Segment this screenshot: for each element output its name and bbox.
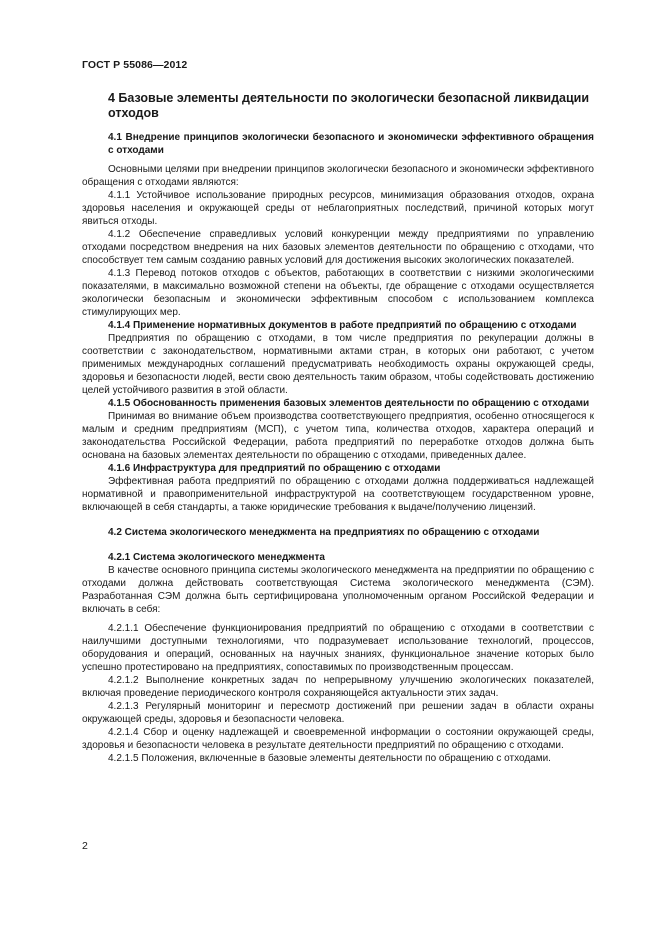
paragraph-4-2-1: В качестве основного принципа системы экологического менеджмента на предприятии по обращению с отходами должна действовать соответствующая Система экологического менеджмента (СЭМ). Разработанная СЭМ должна быть сертифицирована уполномоченным органом Российской Федерации и включать в себя: bbox=[82, 565, 594, 615]
clause-4-1-4-title: 4.1.4 Применение нормативных документов в работе предприятий по обращению с отходами bbox=[108, 320, 577, 331]
paragraph-4-1-5: Принимая во внимание объем производства соответствующего предприятия, особенно относящегося к малым и средним предприятиям (МСП), с учетом типа, количества отходов, характера операций и законодательства Российской Федерации, работа предприятий по переработке отходов должна быть основана на базовых элементах деятельности по обращению с отходами, приведенных далее. bbox=[82, 411, 594, 461]
paragraph-4-1-3: 4.1.3 Перевод потоков отходов с объектов, работающих в соответствии с низкими экологическими показателями, в максимально возможной степени на объекты, где обращение с отходами осуществляется экологически безопасным и экономически эффективным способом с использованием комплекса стимулирующих мер. bbox=[82, 268, 594, 318]
paragraph-4-1-4: Предприятия по обращению с отходами, в том числе предприятия по рекуперации должны в соответствии с законодательством, нормативными актами стран, в которых они работают, с учетом применимых международных соглашений предусматривать необходимость охраны окружающей среды, здоровья и безопасности людей, вести свою деятельность таким образом, чтобы содействовать достижению целей устойчивого развития в этой области. bbox=[82, 333, 594, 396]
clause-4-1-5-title: 4.1.5 Обоснованность применения базовых элементов деятельности по обращению с отходами bbox=[108, 398, 590, 409]
subsection-4-2-title: 4.2 Система экологического менеджмента на предприятиях по обращению с отходами bbox=[108, 527, 540, 538]
section-4-title: 4 Базовые элементы деятельности по экологически безопасной ликвидации отходов bbox=[108, 91, 590, 120]
paragraph-4-1-6: Эффективная работа предприятий по обращению с отходами должна поддерживаться надлежащей нормативной и правоприменительной инфраструктурой на соответствующем государственном уровне, включающей в себя стандарты, а также юридические требования к выдаче/получению лицензий. bbox=[82, 476, 594, 513]
paragraph-4-1-2: 4.1.2 Обеспечение справедливых условий конкуренции между предприятиями по управлению отходами посредством внедрения на них базовых элементов деятельности по обращению с отходами, что способствует тем самым созданию равных условий для достижения высоких экологических показателей. bbox=[82, 229, 594, 266]
paragraph-4-1-1: 4.1.1 Устойчивое использование природных ресурсов, минимизация образования отходов, охрана здоровья населения и окружающей среды от неблагоприятных последствий, причиной которых могут явиться отходы. bbox=[82, 190, 594, 227]
document-body bbox=[82, 91, 594, 765]
paragraph-4-2-1-5: 4.2.1.5 Положения, включенные в базовые элементы деятельности по обращению с отходами. bbox=[108, 753, 551, 764]
standard-id: ГОСТ Р 55086—2012 bbox=[82, 59, 188, 71]
paragraph-4-2-1-4: 4.2.1.4 Сбор и оценку надлежащей и своевременной информации о состоянии окружающей среды, здоровья и безопасности человека в результате деятельности предприятий по обращению с отходами. bbox=[82, 727, 594, 751]
paragraph-4-2-1-1: 4.2.1.1 Обеспечение функционирования предприятий по обращению с отходами в соответствии с наилучшими доступными технологиями, что подразумевает использование технологий, процессов, оборудования и операций, основанных на научных знаниях, функциональное значение которых было успешно протестировано на предприятиях, сопоставимых по производственным процессам. bbox=[82, 623, 594, 673]
clause-4-2-1-title: 4.2.1 Система экологического менеджмента bbox=[108, 552, 325, 563]
page-number: 2 bbox=[82, 840, 88, 852]
paragraph-4-2-1-2: 4.2.1.2 Выполнение конкретных задач по непрерывному улучшению экологических показателей, включая проведение периодического контроля сохраняющейся актуальности этих задач. bbox=[82, 675, 594, 699]
subsection-4-1-intro: Основными целями при внедрении принципов экологически безопасного и экономически эффективного обращения с отходами являются: bbox=[82, 164, 594, 188]
subsection-4-1-title: 4.1 Внедрение принципов экологически безопасного и экономически эффективного обращения с отходами bbox=[108, 132, 594, 156]
paragraph-4-2-1-3: 4.2.1.3 Регулярный мониторинг и пересмотр достижений при решении задач в области охраны окружающей среды, здоровья и безопасности человека. bbox=[82, 701, 594, 725]
clause-4-1-6-title: 4.1.6 Инфраструктура для предприятий по обращению с отходами bbox=[108, 463, 441, 474]
